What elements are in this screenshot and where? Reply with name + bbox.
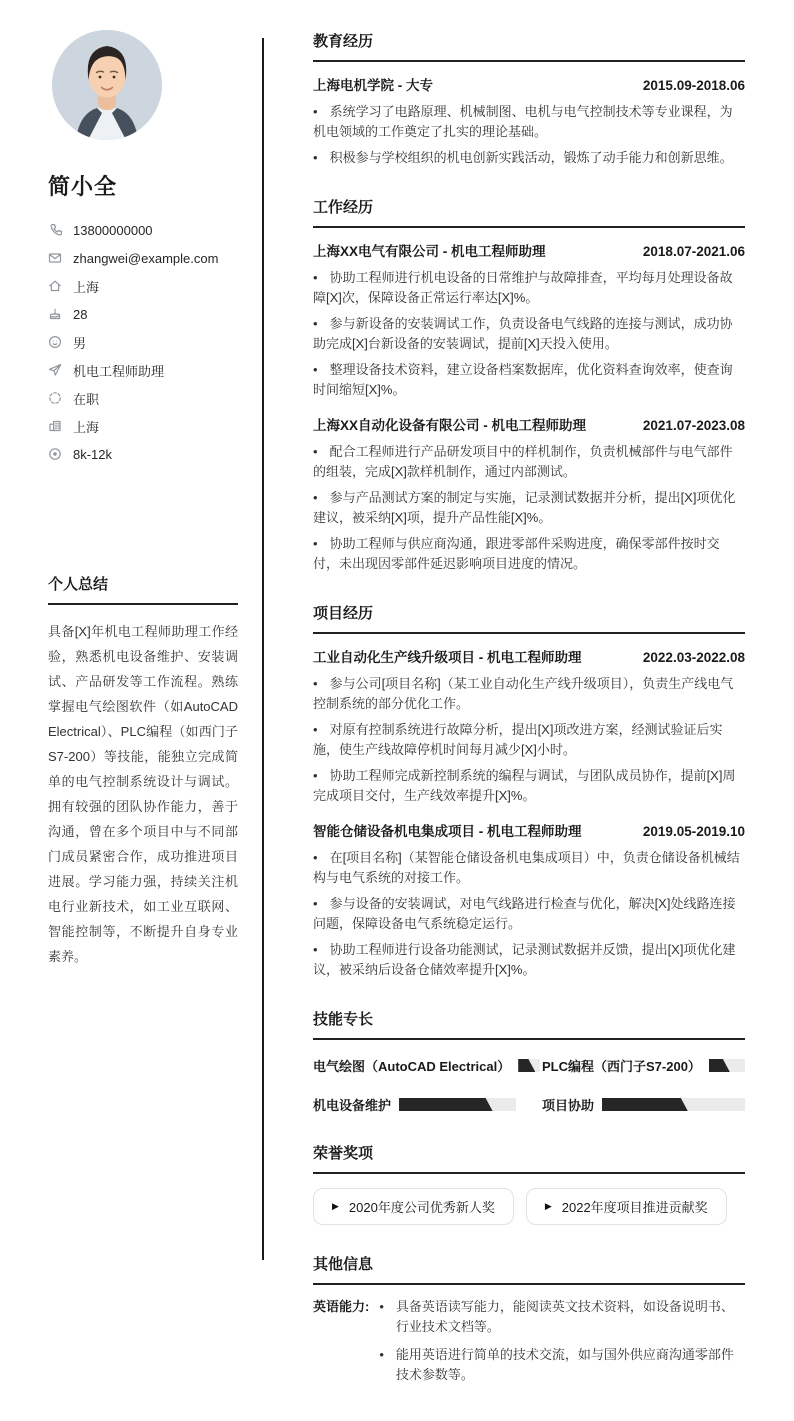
education-entry (313, 74, 745, 168)
work-title: 工作经历 (313, 196, 745, 228)
skill-fill (602, 1098, 688, 1111)
project-bullet: • 参与公司[项目名称]（某工业自动化生产线升级项目），负责生产线电气控制系统的部分优化工作。 (313, 674, 745, 714)
candidate-name: 简小全 (48, 174, 118, 199)
contact-phone-text: 13800000000 (73, 222, 153, 238)
skill-fill (399, 1098, 493, 1111)
section-projects (313, 602, 745, 980)
city-icon (48, 419, 62, 433)
section-awards (313, 1142, 745, 1225)
skill-item (313, 1056, 516, 1075)
work-entry-head (313, 414, 745, 434)
project-bullet: • 对原有控制系统进行故障分析，提出[X]项改进方案，经测试验证后实施，使生产线故障停机时间每月减少[X]小时。 (313, 720, 745, 760)
main-column (313, 30, 745, 1421)
company-name: 上海XX电气有限公司 - 机电工程师助理 (313, 244, 546, 259)
other-bullets (373, 1297, 745, 1393)
salary-icon (48, 447, 62, 461)
age-icon (48, 307, 62, 321)
project-bullet: • 协助工程师进行设备功能测试，记录测试数据并反馈，提出[X]项优化建议，被采纳后设备仓储效率提升[X]%。 (313, 940, 745, 980)
contact-salary-text: 8k-12k (73, 446, 113, 462)
status-icon (48, 391, 62, 405)
contact-job-title (48, 363, 238, 377)
contact-city (48, 419, 238, 433)
contact-city-text: 上海 (73, 419, 100, 435)
work-bullet: • 整理设备技术资料，建立设备档案数据库，优化资料查询效率，使查询时间缩短[X]%。 (313, 360, 745, 400)
contact-gender (48, 335, 238, 349)
project-entry-head (313, 646, 745, 666)
project-bullet: • 参与设备的安装调试，对电气线路进行检查与优化，解决[X]处线路连接问题，保障设备电气系统稳定运行。 (313, 894, 745, 934)
other-title: 其他信息 (313, 1253, 745, 1285)
skill-label: 项目协助 (542, 1098, 595, 1113)
education-title: 教育经历 (313, 30, 745, 62)
job-title-icon (48, 363, 62, 377)
education-bullet: • 系统学习了电路原理、机械制图、电机与电气控制技术等专业课程，为机电领域的工作奠定了扎实的理论基础。 (313, 102, 745, 142)
skill-item (313, 1095, 516, 1114)
phone-icon (48, 223, 62, 237)
work-date: 2021.07-2023.08 (642, 418, 745, 433)
contact-phone (48, 223, 238, 237)
award-label: ▶ 2022年度项目推进贡献奖 (561, 1200, 708, 1215)
award-badge (526, 1188, 727, 1225)
work-bullet: • 协助工程师与供应商沟通，跟进零部件采购进度，确保零部件按时交付，未出现因零部件延迟影响项目进度的情况。 (313, 534, 745, 574)
contact-job-title-text: 机电工程师助理 (73, 363, 165, 379)
skill-fill (518, 1059, 535, 1072)
award-label: ▶ 2020年度公司优秀新人奖 (348, 1200, 495, 1215)
project-bullet: • 协助工程师完成新控制系统的编程与调试，与团队成员协作，提前[X]周完成项目交付，生产线效率提升[X]%。 (313, 766, 745, 806)
skill-fill (709, 1059, 730, 1072)
project-date: 2019.05-2019.10 (642, 824, 745, 839)
skill-item (542, 1056, 745, 1075)
company-name: 上海XX自动化设备有限公司 - 机电工程师助理 (313, 418, 587, 433)
skill-item (542, 1095, 745, 1114)
portrait-illustration (52, 30, 162, 140)
project-entry (313, 820, 745, 980)
skill-label: 电气绘图（AutoCAD Electrical） (313, 1059, 511, 1074)
sidebar (48, 30, 238, 969)
skill-bar (602, 1098, 745, 1111)
contact-location (48, 279, 238, 293)
profile-photo (52, 30, 162, 140)
contact-age (48, 307, 238, 321)
other-label: 英语能力: (313, 1299, 370, 1314)
project-name: 智能仓储设备机电集成项目 - 机电工程师助理 (313, 824, 582, 839)
summary-text: 具备[X]年机电工程师助理工作经验，熟悉机电设备维护、安装调试、产品研发等工作流程。熟练掌握电气绘图软件（如AutoCAD Electrical）、PLC编程（如西门子S7-200）等技能，能独立完成简单的电气控制系统设计与调试。拥有较强的团队协作能力，善于沟通，曾在多个项目中与不同部门成员紧密合作，成功推进项目进展。学习能力强，持续关注机电行业新技术，如工业互联网、智能控制等，不断提升自身专业素养。 (48, 624, 238, 964)
skill-bar (709, 1059, 745, 1072)
section-other (313, 1253, 745, 1393)
contact-salary (48, 447, 238, 461)
contact-email-text: zhangwei@example.com (73, 250, 219, 266)
work-bullet: • 配合工程师进行产品研发项目中的样机制作，负责机械部件与电气部件的组装，完成[X]款样机制作，通过内部测试。 (313, 442, 745, 482)
award-badge (313, 1188, 514, 1225)
contact-list (48, 223, 238, 461)
contact-status-text: 在职 (73, 391, 100, 407)
award-row (313, 1188, 745, 1225)
education-date: 2015.09-2018.06 (642, 78, 745, 93)
awards-title: 荣誉奖项 (313, 1142, 745, 1174)
skill-label: PLC编程（西门子S7-200） (542, 1059, 701, 1074)
project-bullet: • 在[项目名称]（某智能仓储设备机电集成项目）中，负责仓储设备机械结构与电气系统的对接工作。 (313, 848, 745, 888)
project-entry (313, 646, 745, 806)
project-date: 2022.03-2022.08 (642, 650, 745, 665)
project-name: 工业自动化生产线升级项目 - 机电工程师助理 (313, 650, 582, 665)
work-bullet: • 参与新设备的安装调试工作，负责设备电气线路的连接与测试，成功协助完成[X]台新设备的安装调试，提前[X]天投入使用。 (313, 314, 745, 354)
other-bullet (373, 1297, 745, 1337)
school-name: 上海电机学院 - 大专 (313, 78, 433, 93)
projects-title: 项目经历 (313, 602, 745, 634)
work-entry (313, 414, 745, 574)
other-bullet (373, 1345, 745, 1385)
education-entry-head (313, 74, 745, 94)
work-date: 2018.07-2021.06 (642, 244, 745, 259)
project-entry-head (313, 820, 745, 840)
email-icon (48, 251, 62, 265)
section-work (313, 196, 745, 574)
work-entry (313, 240, 745, 400)
work-bullet: • 协助工程师进行机电设备的日常维护与故障排查，平均每月处理设备故障[X]次，保障设备正常运行率达[X]%。 (313, 268, 745, 308)
gender-icon (48, 335, 62, 349)
column-divider (262, 38, 264, 1260)
contact-gender-text: 男 (73, 335, 87, 351)
contact-status (48, 391, 238, 405)
section-skills (313, 1008, 745, 1114)
home-icon (48, 279, 62, 293)
work-bullet: • 参与产品测试方案的制定与实施，记录测试数据并分析，提出[X]项优化建议，被采纳[X]项，提升产品性能[X]%。 (313, 488, 745, 528)
skills-grid (313, 1056, 745, 1114)
education-bullet: • 积极参与学校组织的机电创新实践活动，锻炼了动手能力和创新思维。 (313, 148, 745, 168)
section-summary (48, 573, 238, 969)
other-bullet-text: • 具备英语读写能力，能阅读英文技术资料，如设备说明书、行业技术文档等。 (395, 1299, 734, 1334)
other-bullet-text: • 能用英语进行简单的技术交流，如与国外供应商沟通零部件技术参数等。 (395, 1347, 734, 1382)
contact-age-text: 28 (73, 306, 88, 322)
other-row (313, 1297, 745, 1393)
summary-title: 个人总结 (48, 573, 238, 605)
skills-title: 技能专长 (313, 1008, 745, 1040)
contact-email (48, 251, 238, 265)
skill-label: 机电设备维护 (313, 1098, 392, 1113)
contact-location-text: 上海 (73, 279, 100, 295)
section-education (313, 30, 745, 168)
work-entry-head (313, 240, 745, 260)
skill-bar (518, 1059, 540, 1072)
skill-bar (399, 1098, 516, 1111)
